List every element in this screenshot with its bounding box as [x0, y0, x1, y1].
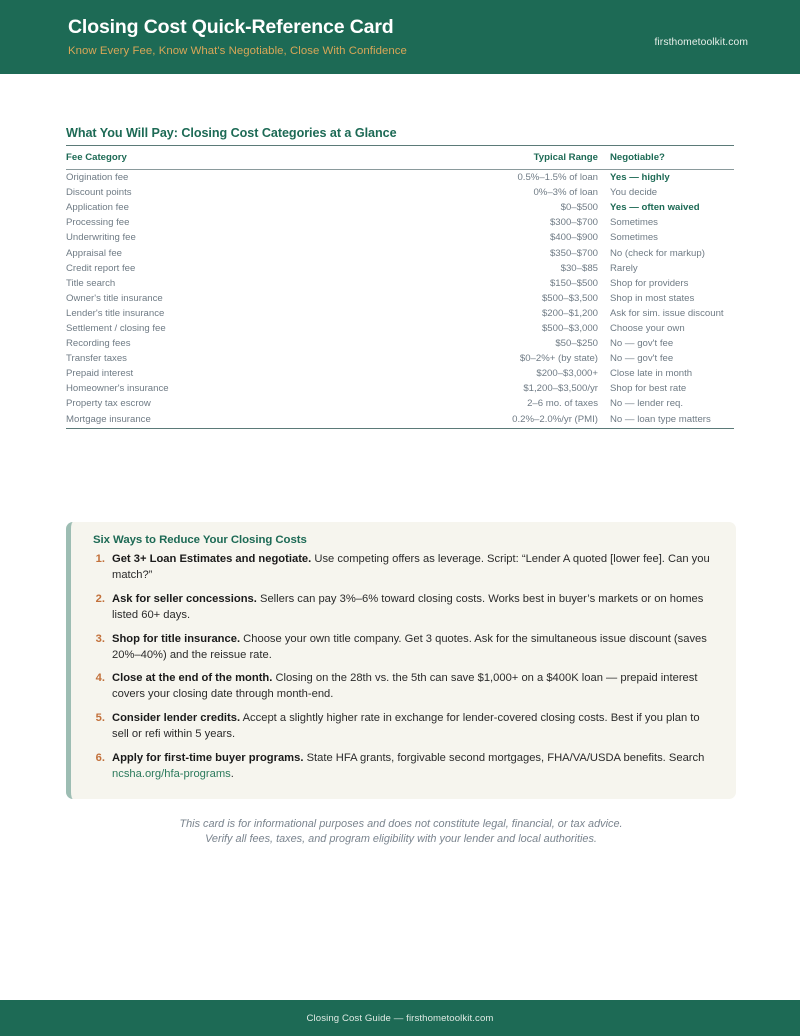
tip-body — [112, 671, 716, 703]
section-title: What You Will Pay: Closing Cost Categories at a Glance — [66, 126, 397, 140]
cell-fee-category: Title search — [66, 277, 116, 289]
cell-fee-category: Lender's title insurance — [66, 307, 165, 319]
table-row — [66, 245, 734, 260]
fee-table-head — [66, 146, 734, 170]
tip-lead: Close at the end of the month. — [112, 672, 273, 685]
cell-fee-category: Application fee — [66, 202, 129, 214]
cell-typical-range: $150–$500 — [549, 277, 598, 289]
tip-text: Closing on the 28th vs. the 5th can save $1,000+ on a $400K loan — prepaid interest covers your closing date through month-end. — [112, 672, 698, 701]
tip-item — [93, 632, 716, 664]
tips-list — [93, 552, 716, 783]
cell-negotiable: Shop for best rate — [610, 383, 687, 395]
tip-number: 3. — [95, 632, 105, 645]
page-header — [0, 0, 800, 74]
disclaimer-line-1: This card is for informational purposes and does not constitute legal, financial, or tax advice. — [179, 818, 623, 830]
tips-title: Six Ways to Reduce Your Closing Costs — [93, 534, 307, 546]
tip-body — [112, 552, 716, 584]
page-footer — [0, 1000, 800, 1036]
footer-text: Closing Cost Guide — firsthometoolkit.com — [306, 1012, 494, 1024]
table-row — [66, 261, 734, 276]
cell-fee-category: Underwriting fee — [66, 232, 136, 244]
tip-item — [93, 751, 716, 783]
cell-negotiable: No — gov't fee — [610, 353, 674, 365]
tip-lead: Apply for first-time buyer programs. — [112, 752, 304, 765]
column-header-negotiable: Negotiable? — [610, 146, 734, 170]
table-row — [66, 336, 734, 351]
site-url: firsthometoolkit.com — [654, 36, 748, 48]
page-subtitle: Know Every Fee, Know What's Negotiable, Close With Confidence — [68, 44, 407, 57]
cell-fee-category: Credit report fee — [66, 262, 136, 274]
cell-negotiable: No — loan type matters — [610, 413, 711, 425]
cell-fee-category: Homeowner's insurance — [66, 383, 169, 395]
cell-negotiable: Yes — highly — [610, 172, 670, 184]
tip-body — [112, 751, 716, 783]
cell-negotiable: Sometimes — [610, 217, 658, 229]
cell-fee-category: Prepaid interest — [66, 368, 134, 380]
table-row — [66, 321, 734, 336]
cell-negotiable: No — gov't fee — [610, 338, 674, 350]
table-row — [66, 185, 734, 200]
cell-negotiable: Ask for sim. issue discount — [610, 307, 724, 319]
tip-tail: . — [230, 767, 234, 780]
tip-body — [112, 592, 716, 624]
table-row — [66, 381, 734, 396]
tip-lead: Shop for title insurance. — [112, 632, 241, 645]
tip-number: 1. — [95, 553, 105, 565]
table-row — [66, 230, 734, 245]
cell-typical-range: $0–2%+ (by state) — [519, 353, 598, 365]
cell-negotiable: Shop in most states — [610, 292, 695, 304]
cell-typical-range: $500–$3,000 — [541, 322, 598, 334]
cell-fee-category: Processing fee — [66, 217, 130, 229]
tip-link[interactable]: ncsha.org/hfa-programs — [112, 767, 231, 780]
cell-fee-category: Appraisal fee — [66, 247, 122, 259]
tip-text: Accept a slightly higher rate in exchange for lender-covered closing costs. Best if you plan to sell or refi within 5 years. — [112, 712, 700, 741]
cell-negotiable: No (check for markup) — [610, 247, 705, 259]
tip-item — [93, 711, 716, 743]
page-title: Closing Cost Quick-Reference Card — [68, 15, 394, 38]
cell-fee-category: Discount points — [66, 187, 132, 199]
tip-lead: Consider lender credits. — [112, 712, 241, 725]
cell-typical-range: 0%–3% of loan — [533, 187, 598, 199]
tip-text: Use competing offers as leverage. Script: “Lender A quoted [lower fee]. Can you match?” — [112, 553, 710, 581]
cell-fee-category: Owner's title insurance — [66, 292, 163, 304]
cell-typical-range: 0.5%–1.5% of loan — [517, 172, 598, 184]
cell-fee-category: Mortgage insurance — [66, 413, 151, 425]
table-row — [66, 306, 734, 321]
table-row — [66, 200, 734, 215]
cell-negotiable: Rarely — [610, 262, 638, 274]
tip-item — [93, 552, 716, 584]
column-header-fee-category: Fee Category — [66, 146, 344, 170]
cell-negotiable: Close late in month — [610, 368, 693, 380]
table-row — [66, 215, 734, 230]
tip-number: 5. — [95, 712, 105, 725]
cell-negotiable: Sometimes — [610, 232, 658, 244]
cell-negotiable: Shop for providers — [610, 277, 689, 289]
cell-typical-range: $200–$3,000+ — [536, 368, 598, 380]
cell-typical-range: $50–$250 — [555, 338, 598, 350]
table-row — [66, 291, 734, 306]
table-row — [66, 412, 734, 428]
cell-fee-category: Origination fee — [66, 172, 129, 184]
tip-lead: Get 3+ Loan Estimates and negotiate. — [112, 553, 312, 565]
cell-typical-range: 2–6 mo. of taxes — [527, 398, 598, 410]
cell-typical-range: 0.2%–2.0%/yr (PMI) — [512, 413, 598, 425]
disclaimer — [66, 817, 736, 848]
table-row — [66, 170, 734, 186]
table-header-row — [66, 146, 734, 170]
cell-typical-range: $30–$85 — [560, 262, 598, 274]
disclaimer-line-2: Verify all fees, taxes, and program eligibility with your lender and local authorities. — [205, 833, 597, 846]
tip-number: 2. — [95, 592, 105, 605]
tip-item — [93, 592, 716, 624]
cell-typical-range: $350–$700 — [549, 247, 598, 259]
tip-number: 6. — [95, 752, 105, 765]
tip-text: Choose your own title company. Get 3 quotes. Ask for the simultaneous issue discount (saves 20%–40%) and the reissue rate. — [112, 632, 707, 661]
table-bottom-rule — [66, 428, 734, 429]
cell-typical-range: $500–$3,500 — [541, 292, 598, 304]
cell-typical-range: $1,200–$3,500/yr — [523, 383, 598, 395]
cell-negotiable: You decide — [610, 187, 658, 199]
cell-typical-range: $0–$500 — [560, 202, 598, 214]
cell-negotiable: Yes — often waived — [610, 202, 700, 214]
table-row — [66, 396, 734, 411]
fee-table-body — [66, 170, 734, 428]
tip-item — [93, 671, 716, 703]
tip-body — [112, 632, 716, 664]
tip-lead: Ask for seller concessions. — [112, 592, 257, 605]
tip-number: 4. — [95, 672, 105, 685]
cell-typical-range: $400–$900 — [549, 232, 598, 244]
cell-fee-category: Property tax escrow — [66, 398, 151, 410]
cell-fee-category: Settlement / closing fee — [66, 322, 166, 334]
table-row — [66, 351, 734, 366]
table-row — [66, 276, 734, 291]
cell-fee-category: Recording fees — [66, 338, 131, 350]
tip-body — [112, 711, 716, 743]
cell-typical-range: $200–$1,200 — [541, 307, 598, 319]
cell-negotiable: Choose your own — [610, 322, 685, 334]
tip-text: State HFA grants, forgivable second mortgages, FHA/VA/USDA benefits. Search — [303, 752, 705, 765]
tip-text: Sellers can pay 3%–6% toward closing costs. Works best in buyer’s markets or on homes listed 60+ days. — [112, 592, 704, 621]
tips-box — [66, 522, 736, 799]
fee-table — [66, 145, 734, 428]
cell-negotiable: No — lender req. — [610, 398, 684, 410]
table-row — [66, 366, 734, 381]
cell-fee-category: Transfer taxes — [66, 353, 127, 365]
column-header-typical-range: Typical Range — [344, 146, 610, 170]
cell-typical-range: $300–$700 — [549, 217, 598, 229]
